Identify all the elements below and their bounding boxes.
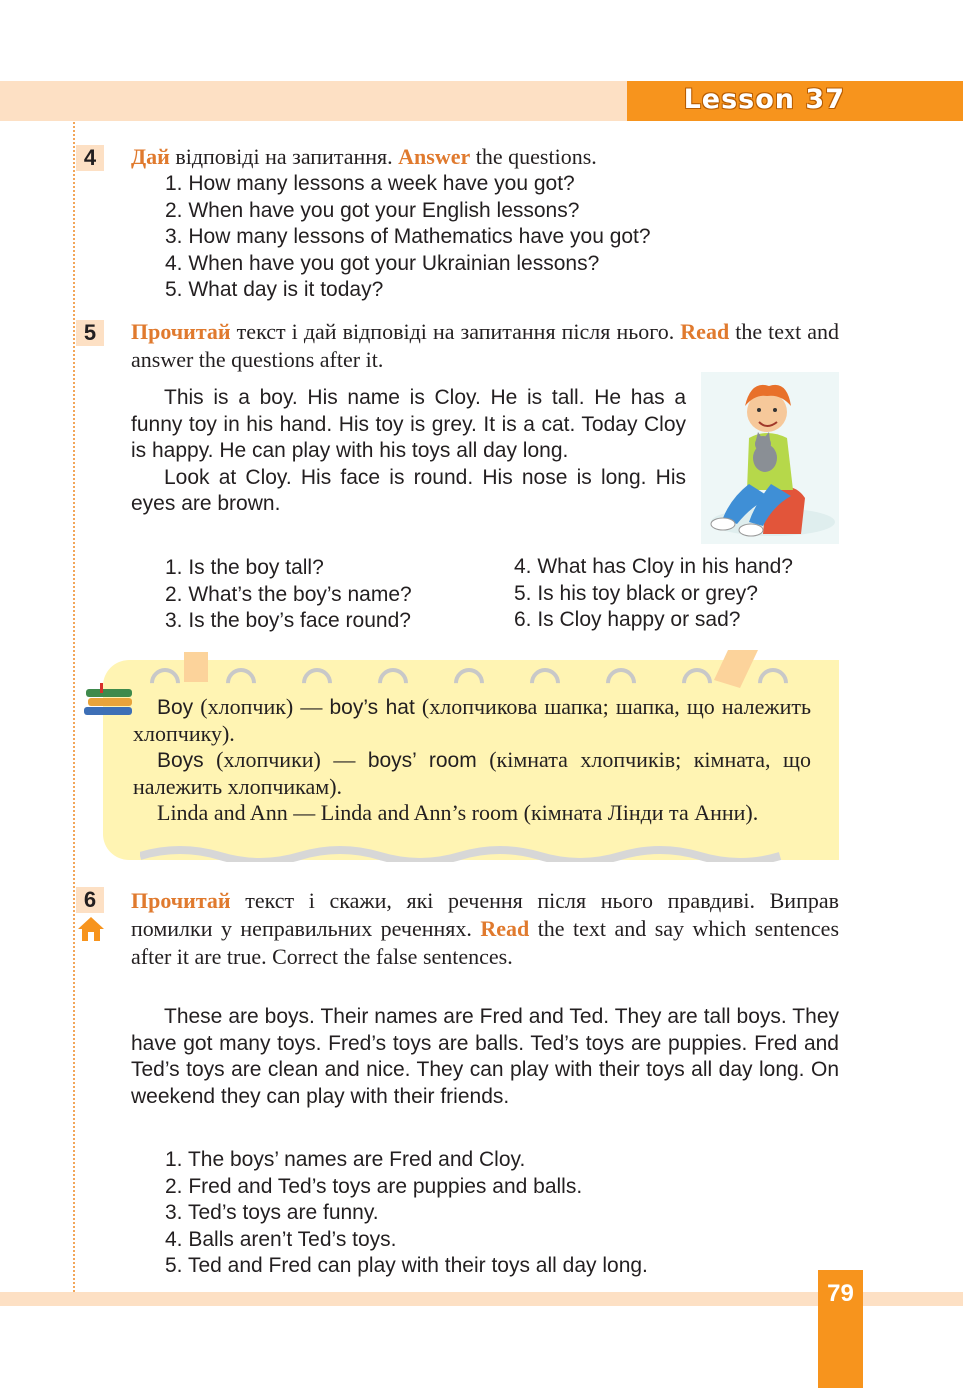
- note-term: boys’ room: [367, 749, 477, 772]
- instruction-text-ua: відповіді на запитання.: [169, 144, 399, 169]
- instruction-text-en: the text and say which sentences after it are true. Correct the false sentences.: [131, 916, 840, 969]
- page-number: 79: [827, 1280, 854, 1307]
- note-gloss: (хлопчик) —: [193, 694, 330, 719]
- list-item: 5. Ted and Fred can play with their toys all day long.: [165, 1254, 648, 1277]
- books-icon: [80, 683, 136, 717]
- list-item: 2. What’s the boy’s name?: [165, 582, 412, 606]
- instruction-keyword-en: Read: [680, 319, 730, 344]
- exercise-4-number: 4: [76, 145, 104, 171]
- exercise-6-instruction: [131, 887, 839, 971]
- note-bottom-decoration: [140, 842, 810, 862]
- instruction-keyword-en: Answer: [398, 144, 471, 169]
- list-item: 1. How many lessons a week have you got?: [165, 172, 575, 195]
- list-item: 2. When have you got your English lessons?: [165, 198, 580, 222]
- exercise-5-text: [131, 385, 686, 518]
- exercise-6-statements: [165, 1147, 648, 1280]
- text-paragraph: Look at Cloy. His face is round. His nose is long. His eyes are brown.: [131, 465, 686, 515]
- list-item: 1. The boys’ names are Fred and Cloy.: [165, 1148, 526, 1171]
- exercise-5-instruction: [131, 318, 839, 374]
- instruction-keyword-ua: Прочитай: [131, 319, 231, 344]
- note-line: [133, 747, 811, 800]
- instruction-keyword-ua: Дай: [131, 144, 170, 169]
- list-item: 6. Is Cloy happy or sad?: [514, 608, 741, 631]
- home-task-icon: [77, 916, 105, 942]
- exercise-6-text: [131, 1004, 839, 1110]
- boy-with-cat-illustration: [701, 372, 839, 544]
- note-term: Boys: [157, 749, 204, 772]
- exercise-5-number: 5: [76, 320, 104, 346]
- list-item: 3. How many lessons of Mathematics have you got?: [165, 225, 651, 248]
- text-paragraph: This is a boy. His name is Cloy. He is tall. He has a funny toy in his hand. His toy is grey. It is a cat. Today Cloy is happy. He can play with his toys all day long.: [131, 386, 686, 462]
- note-gloss: (хлопчики) —: [203, 747, 368, 772]
- note-term: Boy: [157, 696, 194, 719]
- list-item: 3. Is the boy’s face round?: [165, 609, 411, 632]
- grammar-note-text: [133, 694, 811, 826]
- instruction-text-en: the text and answer the questions after it.: [131, 319, 840, 372]
- list-item: 3. Ted’s toys are funny.: [165, 1201, 379, 1224]
- instruction-keyword-en: Read: [480, 916, 530, 941]
- text-paragraph: These are boys. Their names are Fred and Ted. They are tall boys. They have got many toys. Fred’s toys are balls. Ted’s toys are puppies. Fred and Ted’s toys are clean and nice. They can play with their toys all day long. On weekend they can play with their friends.: [131, 1005, 839, 1108]
- exercise-6-number: 6: [76, 887, 104, 913]
- instruction-text-en: the questions.: [470, 144, 597, 169]
- list-item: 2. Fred and Ted’s toys are puppies and balls.: [165, 1174, 583, 1198]
- lesson-title: Lesson 37: [683, 84, 845, 115]
- exercise-4-questions: [165, 171, 651, 304]
- instruction-text-ua: текст і скажи, які речення після нього правдиві. Виправ помилки у неправильних реченнях.: [131, 888, 839, 941]
- note-term: boy’s hat: [329, 696, 415, 719]
- list-item: 1. Is the boy tall?: [165, 556, 324, 579]
- list-item: 4. Balls aren’t Ted’s toys.: [165, 1227, 397, 1251]
- list-item: 4. What has Cloy in his hand?: [514, 555, 793, 578]
- note-line: Linda and Ann — Linda and Ann’s room (кімната Лінди та Анни).: [157, 800, 759, 825]
- list-item: 5. Is his toy black or grey?: [514, 581, 758, 605]
- note-gloss: (кімната хлопчиків; кімната, що належить хлопчикам).: [133, 747, 811, 799]
- list-item: 4. When have you got your Ukrainian lessons?: [165, 251, 600, 275]
- exercise-5-questions-right: [514, 554, 793, 634]
- exercise-5-questions-left: [165, 555, 412, 635]
- note-line: [133, 694, 811, 747]
- exercise-4-instruction: [131, 143, 839, 171]
- margin-line: [73, 122, 75, 1292]
- instruction-keyword-ua: Прочитай: [131, 888, 231, 913]
- note-gloss: (хлопчикова шапка; шапка, що належить хлопчику).: [133, 694, 811, 746]
- instruction-text-ua: текст і дай відповіді на запитання після нього.: [230, 319, 681, 344]
- list-item: 5. What day is it today?: [165, 278, 384, 301]
